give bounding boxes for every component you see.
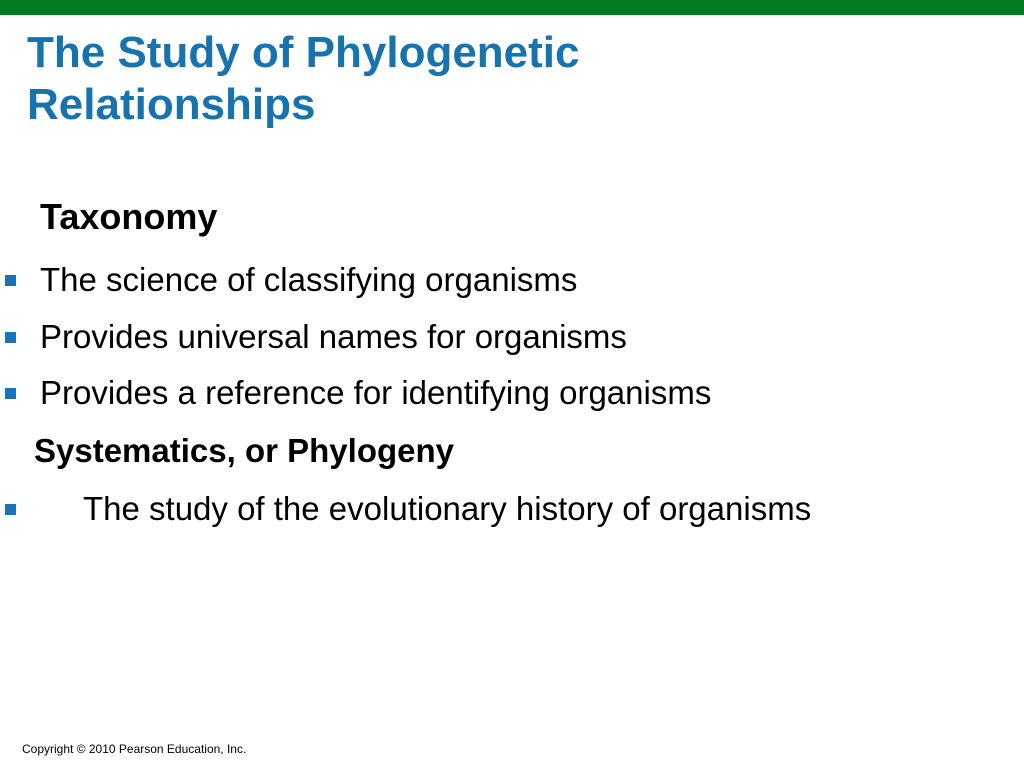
- square-bullet-icon: [5, 275, 16, 286]
- bullet-text: Provides a reference for identifying organisms: [40, 374, 712, 411]
- slide-title-line-2: Relationships: [27, 80, 316, 129]
- bullet-text: The study of the evolutionary history of organisms: [83, 490, 812, 527]
- copyright-footer: Copyright © 2010 Pearson Education, Inc.: [22, 742, 247, 756]
- top-accent-bar: [0, 0, 1024, 15]
- heading-systematics: Systematics, or Phylogeny: [34, 432, 454, 469]
- heading-taxonomy: Taxonomy: [40, 196, 218, 237]
- bullet-item: [0, 376, 1024, 416]
- bullet-item: [0, 320, 1024, 360]
- bullet-item: [0, 263, 1024, 303]
- slide-title: [27, 27, 987, 131]
- bullet-item: [0, 492, 1024, 532]
- slide-title-line-1: The Study of Phylogenetic: [27, 28, 580, 77]
- square-bullet-icon: [5, 504, 16, 515]
- square-bullet-icon: [5, 388, 16, 399]
- bullet-text: Provides universal names for organisms: [40, 318, 627, 355]
- square-bullet-icon: [5, 332, 16, 343]
- bullet-text: The science of classifying organisms: [40, 261, 578, 298]
